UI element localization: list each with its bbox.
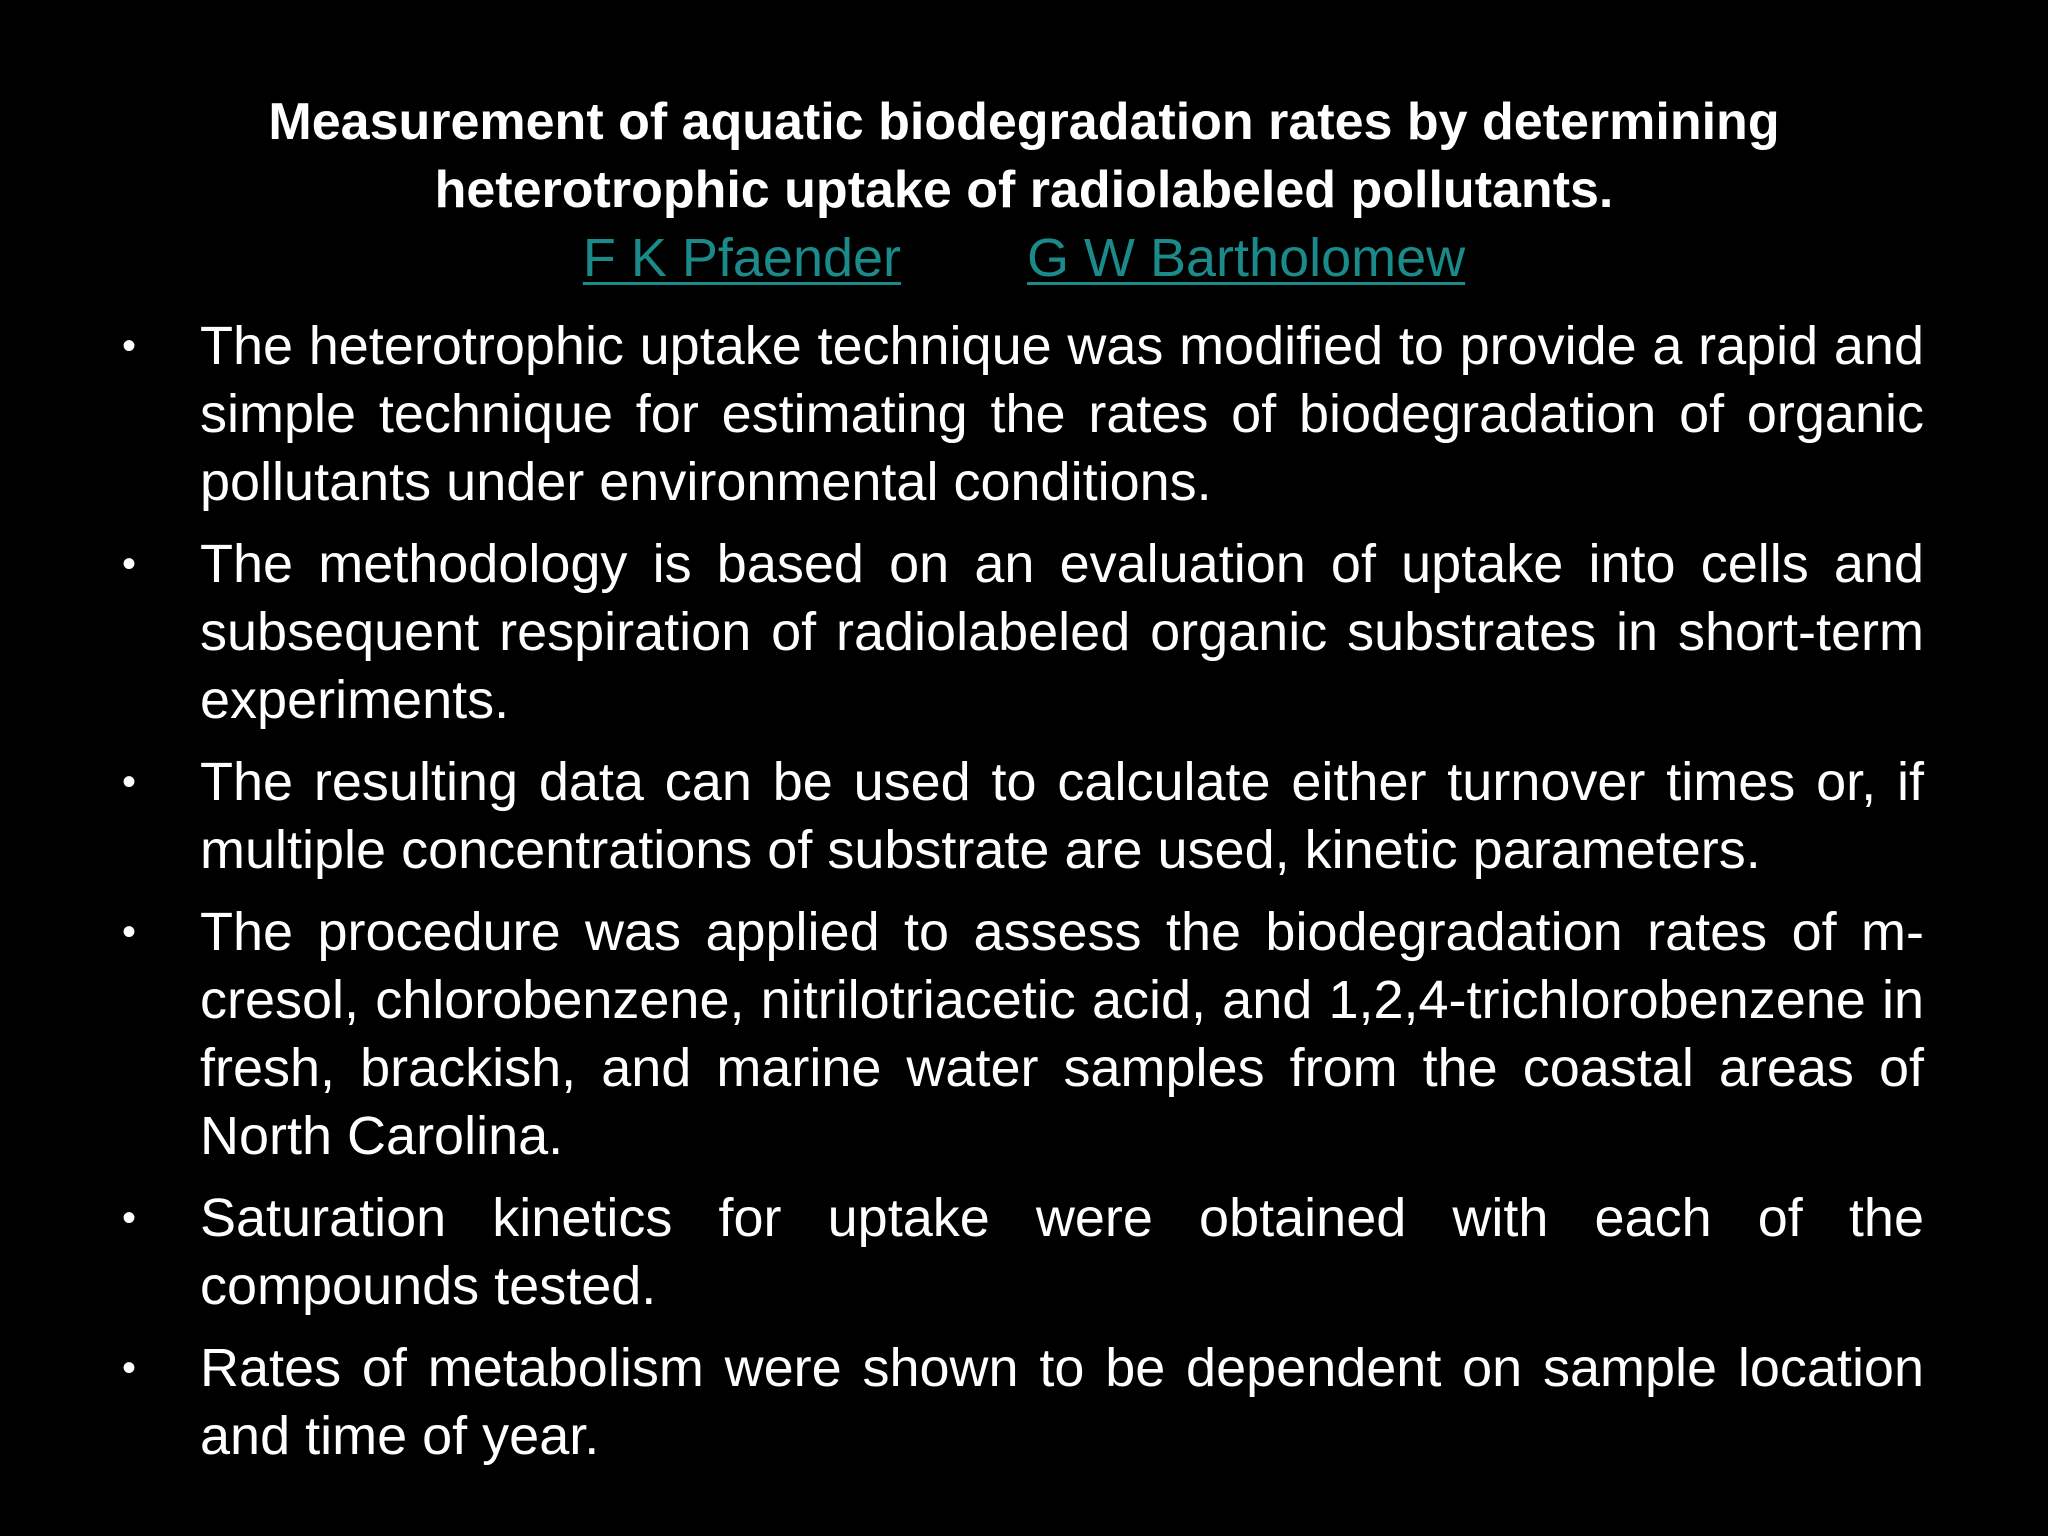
slide-title: [120, 88, 1928, 224]
bullet-text: The heterotrophic uptake technique was modified to provide a rapid and simple technique for estimating the rates of biodegradation of organic pollutants under environmental conditions.: [200, 316, 1924, 512]
bullet-dot-icon: •: [122, 1196, 137, 1240]
bullet-text: Rates of metabolism were shown to be dependent on sample location and time of year.: [200, 1338, 1924, 1466]
title-line-2: heterotrophic uptake of radiolabeled pollutants.: [434, 161, 1614, 219]
bullet-text: The procedure was applied to assess the biodegradation rates of m-cresol, chlorobenzene, nitrilotriacetic acid, and 1,2,4-trichlorobenzene in fresh, brackish, and marine water samples from the coastal areas of North Carolina.: [200, 902, 1924, 1166]
bullet-list: [0, 312, 2048, 1484]
bullet-text: Saturation kinetics for uptake were obtained with each of the compounds tested.: [200, 1188, 1924, 1316]
bullet-item: [0, 1184, 1924, 1320]
title-line-1: Measurement of aquatic biodegradation rates by determining: [268, 93, 1780, 151]
author-list: [0, 224, 2048, 292]
bullet-dot-icon: •: [122, 1346, 137, 1390]
bullet-dot-icon: •: [122, 542, 137, 586]
bullet-item: [0, 1334, 1924, 1470]
author-link-bartholomew[interactable]: G W Bartholomew: [1027, 228, 1466, 288]
bullet-item: [0, 312, 1924, 516]
bullet-dot-icon: •: [122, 760, 137, 804]
bullet-item: [0, 898, 1924, 1170]
bullet-text: The resulting data can be used to calculate either turnover times or, if multiple concentrations of substrate are used, kinetic parameters.: [200, 752, 1924, 880]
bullet-dot-icon: •: [122, 910, 137, 954]
bullet-item: [0, 530, 1924, 734]
bullet-dot-icon: •: [122, 324, 137, 368]
bullet-item: [0, 748, 1924, 884]
bullet-text: The methodology is based on an evaluation of uptake into cells and subsequent respiration of radiolabeled organic substrates in short-term experiments.: [200, 534, 1924, 730]
author-link-pfaender[interactable]: F K Pfaender: [582, 228, 902, 288]
